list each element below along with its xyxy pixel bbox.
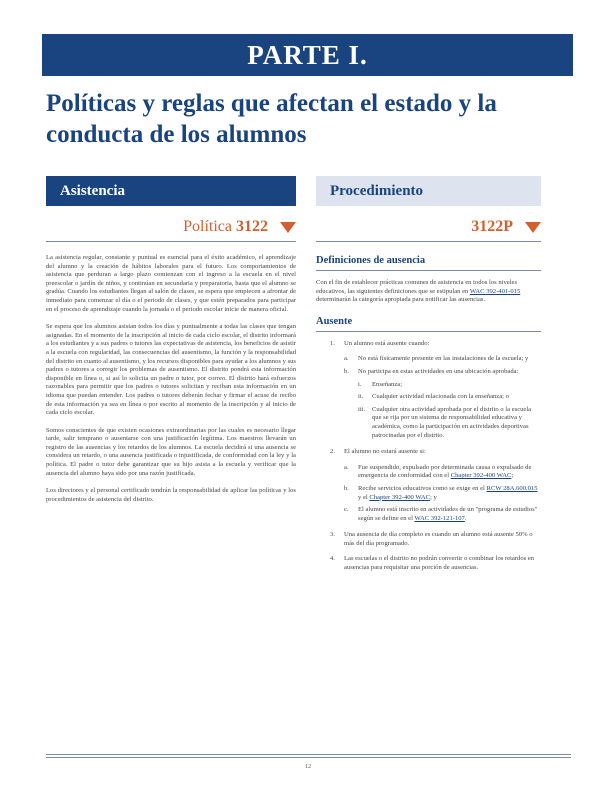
policy-body — [46, 254, 296, 513]
list-item — [330, 448, 541, 457]
definiciones-text-2: determinarán la categoría apropiada para notificar las ausencias. — [316, 296, 486, 304]
policy-number-right — [316, 216, 541, 238]
definiciones-heading: Definiciones de ausencia — [316, 254, 541, 271]
roman-num: i. — [358, 380, 362, 388]
section-header-procedimiento: Procedimiento — [316, 176, 541, 206]
triangle-down-icon — [280, 222, 296, 233]
procedure-num: 3122P — [471, 218, 513, 235]
sub-item — [344, 368, 541, 377]
policy-prefix: Política — [183, 218, 236, 235]
policy-num: 3122 — [236, 218, 268, 235]
list-num: 1. — [330, 339, 335, 347]
sub-item — [344, 464, 541, 481]
list-num: 3. — [330, 531, 335, 539]
page-number: 12 — [305, 764, 311, 770]
sub-letter: c. — [344, 506, 349, 514]
sub-letter: a. — [344, 355, 349, 363]
roman-item — [358, 393, 541, 402]
section-header-asistencia: Asistencia — [46, 176, 296, 206]
list-text: El alumno no estará ausente si: — [344, 448, 426, 456]
divider-left — [46, 241, 296, 242]
sub-text-part: Recibe servicios educativos como se exige en el — [358, 484, 487, 492]
wac-link[interactable]: WAC 392-401-015 — [469, 287, 521, 295]
divider-right — [316, 241, 541, 242]
title-line-1: Políticas y reglas que afectan el estado y la — [46, 90, 497, 117]
roman-text: Enseñanza; — [372, 380, 403, 388]
list-num: 4. — [330, 555, 335, 563]
roman-text: Cualquier actividad relacionada con la enseñanza; o — [372, 393, 509, 401]
sub-text-part: El alumno está inscrito en actividades de un "programa de estudios" según se define en el — [358, 506, 538, 522]
list-item — [330, 340, 541, 349]
list-text: Las escuelas o el distrito no podrán convertir o combinar los retardos en ausencias para requisitar una porción de ausencias. — [344, 555, 535, 572]
paragraph: Se espera que los alumnos asistan todos los días y puntualmente a todas las clases que tengan asignadas. En el momento de la inscripción al inicio de cada ciclo escolar, el distrito informará a los estudiantes y a sus padres o tutores las expectativas de asistencia, los beneficios de asistir a la escuela con regularidad, las consecuencias del ausentismo, la función y la responsabilidad del distrito en cuanto al ausentismo, y los recursos disponibles para ayudar a los alumnos y sus padres o tutores a corregir los problemas de ausentismo. El distrito pondrá esta información disponible en línea o, si así lo solicita un padre o tutor, por correo. El distrito hará esfuerzos razonables para permitir que los padres o tutores solicitan y reciban esta información en un idioma que puedan entender. Los padres o tutores deberán fechar y firmar el acuse de recibo de esta información ya sea en línea o por escrito al momento de la inscripción y al inicio de cada ciclo escolar. — [46, 323, 296, 417]
sub-text-part: Fue suspendido, expulsado por determinada causa o expulsado de emergencia de conformidad con el — [358, 463, 532, 480]
triangle-down-icon — [525, 222, 541, 233]
roman-num: iii. — [358, 405, 366, 413]
list-text: Una ausencia de día completo es cuando un alumno está ausente 50% o más del día programado. — [344, 531, 533, 547]
page-title — [46, 88, 566, 150]
sub-item — [344, 355, 541, 364]
rcw-link[interactable]: RCW 28A.600.015 — [486, 484, 538, 492]
wac-link[interactable]: WAC 392-121-107 — [414, 514, 465, 522]
ausente-list — [330, 340, 541, 573]
ausente-heading: Ausente — [316, 315, 541, 332]
list-text: Un alumno está ausente cuando: — [344, 339, 430, 347]
sub-item — [344, 506, 541, 523]
chapter-link[interactable]: Chapter 392-400 WAC — [369, 493, 431, 501]
definiciones-text-1: Con el fin de establecer prácticas comunes de asistencia en todos los niveles educativos, las siguientes definiciones que se estipulan en — [316, 279, 518, 295]
paragraph: La asistencia regular, constante y puntual es esencial para el éxito académico, el aprendizaje del alumno y la creación de hábitos laborales para el futuro. Los comportamientos de asistencia que perduran a largo plazo comienzan con el ingreso a la escuela en el nivel preescolar o jardín de niños, y continúan en secundaria y preparatoria, hasta que el alumno se gradúa. Cuando los estudiantes llegan al salón de clases, se espera que empiecen a afrontar de inmediato para comenzar el día o el periodo de clases, y que estén preparados para participar en el proceso de aprendizaje cuando la jornada o el periodo escolar inicie de manera oficial. — [46, 254, 296, 313]
roman-text: Cualquier otra actividad aprobada por el distrito o la escuela que se rija por un sistema de responsabilidad educativa y académica, como la participación en actividades deportivas patrocinadas por el distrito. — [372, 405, 532, 439]
sub-text-part: ; y — [430, 493, 437, 501]
part-banner: PARTE I. — [42, 34, 573, 76]
sub-text — [358, 464, 541, 481]
sub-letter: b. — [344, 367, 349, 375]
roman-item — [358, 381, 541, 390]
roman-item — [358, 406, 541, 440]
list-num: 2. — [330, 448, 335, 456]
sub-text — [358, 506, 541, 523]
sub-item — [344, 485, 541, 502]
sub-letter: b. — [344, 484, 349, 492]
paragraph: Los directores y el personal certificado tendrán la responsabilidad de aplicar las políticas y los procedimientos de asistencia del distrito. — [46, 487, 296, 503]
list-item — [330, 531, 541, 548]
sub-letter: a. — [344, 463, 349, 471]
definiciones-text — [316, 279, 541, 305]
footer-rule-bottom — [46, 757, 571, 758]
procedure-body — [316, 254, 541, 580]
chapter-link[interactable]: Chapter 392-400 WAC — [450, 472, 512, 480]
sub-text-part: y el — [358, 493, 370, 501]
sub-text: No participa en estas actividades en una ubicación aprobada: — [358, 367, 519, 375]
sub-text — [358, 485, 541, 502]
list-item — [330, 555, 541, 572]
sub-text-part: ; — [511, 472, 514, 480]
title-line-2: conducta de los alumnos — [46, 121, 307, 148]
roman-num: ii. — [358, 393, 364, 401]
policy-number-left — [46, 216, 296, 238]
sub-text: No está físicamente presente en las instalaciones de la escuela; y — [358, 355, 529, 363]
footer-rule-top — [46, 754, 571, 755]
sub-text-part: . — [464, 514, 467, 522]
paragraph: Somos conscientes de que existen ocasiones extraordinarias por las cuales es necesario llegar tarde, salir temprano o ausentarse con una justificación legítima. Los maestros llevarán un registro de las ausencias y los retardos de los alumnos. La escuela decidirá si una ausencia se considera un retardo, o una ausencia justificada o injustificada, de conformidad con la ley y la política. El padre o tutor debe garantizar que su hijo asista a la escuela y verificar que la ausencia del alumno haya sido por una razón justificada. — [46, 426, 296, 477]
